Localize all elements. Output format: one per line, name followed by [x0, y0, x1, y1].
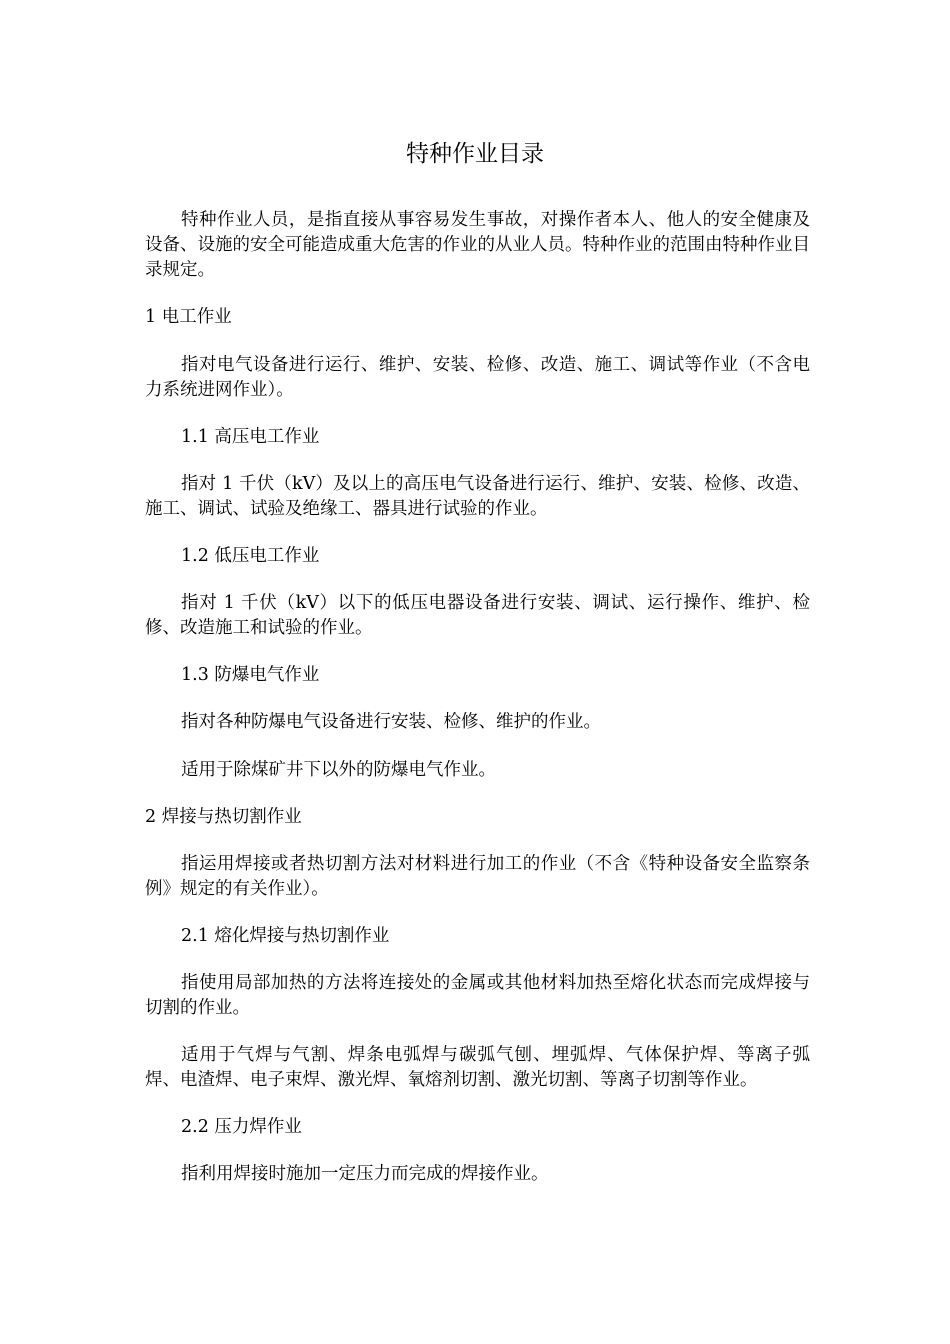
subsection-1-1-description: 指对 1 千伏（kV）及以上的高压电气设备进行运行、维护、安装、检修、改造、施工、调试、试验及绝缘工、器具进行试验的作业。	[145, 474, 810, 519]
subsection-1-3-scope: 适用于除煤矿井下以外的防爆电气作业。	[181, 760, 496, 780]
subsection-1-2-description: 指对 1 千伏（kV）以下的低压电器设备进行安装、调试、运行操作、维护、检修、改造施工和试验的作业。	[145, 593, 810, 638]
subsection-1-3-description: 指对各种防爆电气设备进行安装、检修、维护的作业。	[181, 712, 601, 732]
subsection-heading-2-2: 2.2 压力焊作业	[181, 1117, 302, 1137]
subsection-heading-1-1: 1.1 高压电工作业	[181, 427, 320, 447]
subsection-heading-1-3: 1.3 防爆电气作业	[181, 665, 320, 685]
subsection-2-2-description: 指利用焊接时施加一定压力而完成的焊接作业。	[181, 1164, 549, 1184]
section-heading-1: 1 电工作业	[145, 307, 232, 327]
section-2-description: 指运用焊接或者热切割方法对材料进行加工的作业（不含《特种设备安全监察条例》规定的有关作业）。	[145, 854, 810, 899]
section-1-description: 指对电气设备进行运行、维护、安装、检修、改造、施工、调试等作业（不含电力系统进网作业）。	[145, 355, 810, 400]
subsection-heading-2-1: 2.1 熔化焊接与热切割作业	[181, 926, 390, 946]
section-heading-2: 2 焊接与热切割作业	[145, 807, 302, 827]
intro-paragraph: 特种作业人员，是指直接从事容易发生事故，对操作者本人、他人的安全健康及设备、设施的安全可能造成重大危害的作业的从业人员。特种作业的范围由特种作业目录规定。	[145, 210, 810, 280]
page-title: 特种作业目录	[406, 141, 544, 167]
subsection-2-1-description: 指使用局部加热的方法将连接处的金属或其他材料加热至熔化状态而完成焊接与切割的作业。	[145, 973, 810, 1018]
subsection-2-1-scope: 适用于气焊与气割、焊条电弧焊与碳弧气刨、埋弧焊、气体保护焊、等离子弧焊、电渣焊、电子束焊、激光焊、氧熔剂切割、激光切割、等离子切割等作业。	[145, 1045, 810, 1090]
subsection-heading-1-2: 1.2 低压电工作业	[181, 546, 320, 566]
